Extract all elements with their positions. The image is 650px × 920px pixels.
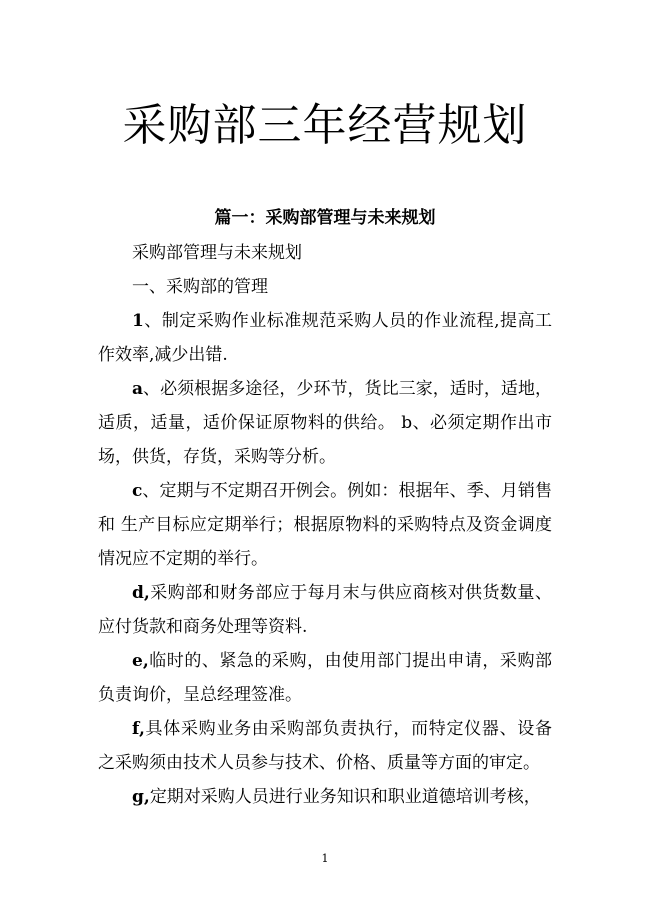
page-number: 1 <box>321 852 329 865</box>
paragraph-text: 采购部和财务部应于每月末与供应商核对供货数量、应付货款和商务处理等资料. <box>98 583 552 637</box>
paragraph-lead: 1 <box>132 311 144 331</box>
paragraph <box>98 780 552 814</box>
paragraph-lead: e, <box>132 651 149 671</box>
paragraph-text: 定期对采购人员进行业务知识和职业道德培训考核， <box>149 787 541 807</box>
body-text <box>98 236 552 814</box>
document-title: 采购部三年经营规划 <box>122 100 528 151</box>
paragraph-text: 、制定采购作业标准规范采购人员的作业流程,提高工作效率,减少出错. <box>98 311 552 365</box>
paragraph <box>98 236 552 270</box>
section-heading: 篇一：采购部管理与未来规划 <box>214 208 436 228</box>
paragraph-lead: g, <box>132 787 150 807</box>
paragraph-text: 采购部管理与未来规划 <box>132 243 302 263</box>
paragraph-lead: a <box>132 379 144 399</box>
paragraph <box>98 474 552 576</box>
paragraph <box>98 304 552 372</box>
paragraph-text: 临时的、紧急的采购，由使用部门提出申请，采购部负责询价，呈总经理签准。 <box>98 651 552 705</box>
paragraph <box>98 712 552 780</box>
paragraph-lead: d, <box>132 583 150 603</box>
paragraph-text: 具体采购业务由采购部负责执行，而特定仪器、设备之采购须由技术人员参与技术、价格、质量等方面的审定。 <box>98 719 552 773</box>
paragraph-lead: f, <box>132 719 145 739</box>
paragraph-text: 、定期与不定期召开例会。例如：根据年、季、月销售和 生产目标应定期举行；根据原物料的采购特点及资金调度情况应不定期的举行。 <box>98 481 552 569</box>
paragraph <box>98 270 552 304</box>
paragraph <box>98 576 552 644</box>
paragraph-text: 一、采购部的管理 <box>132 277 268 297</box>
paragraph-lead: c <box>132 481 143 501</box>
paragraph <box>98 372 552 474</box>
paragraph <box>98 644 552 712</box>
paragraph-text: 、必须根据多途径，少环节，货比三家，适时，适地，适质，适量，适价保证原物料的供给。 b、必须定期作出市场，供货，存货，采购等分析。 <box>98 379 552 467</box>
